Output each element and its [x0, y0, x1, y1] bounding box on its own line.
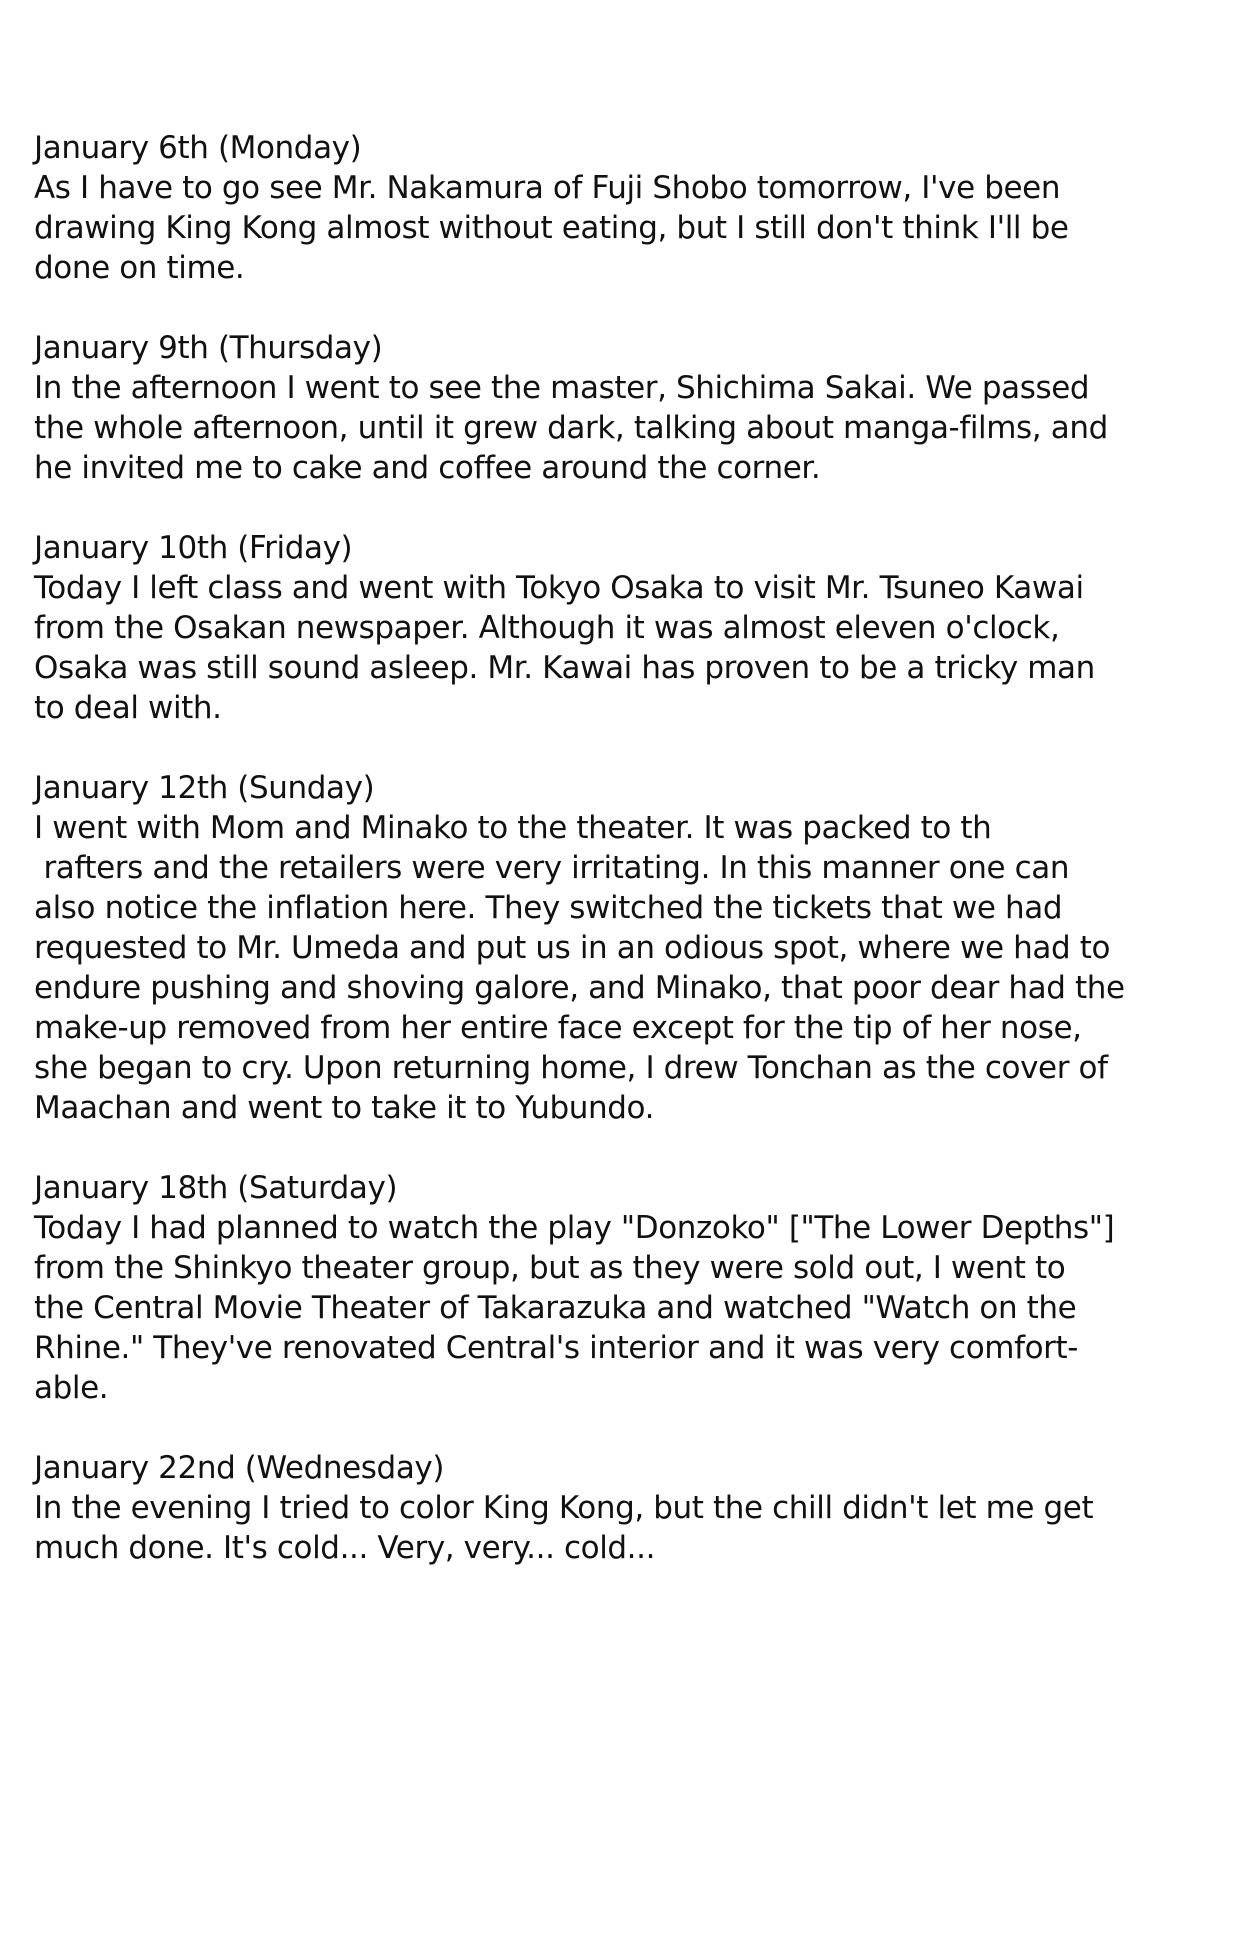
entry-text-line: to deal with.	[34, 690, 222, 726]
entry-text-line: Rhine." They've renovated Central's interior and it was very comfort-	[34, 1330, 1079, 1366]
entry-text-line: drawing King Kong almost without eating, but I still don't think I'll be	[34, 210, 1069, 246]
entry-date-heading: January 9th (Thursday)	[34, 330, 383, 366]
entry-text-line: much done. It's cold... Very, very... cold...	[34, 1530, 656, 1566]
entry-text-line: I went with Mom and Minako to the theater. It was packed to th	[34, 810, 992, 846]
entry-text-line: Osaka was still sound asleep. Mr. Kawai has proven to be a tricky man	[34, 650, 1095, 686]
entry-text-line: requested to Mr. Umeda and put us in an odious spot, where we had to	[34, 930, 1111, 966]
entry-text-line: In the afternoon I went to see the master, Shichima Sakai. We passed	[34, 370, 1090, 406]
entry-text-line: able.	[34, 1370, 109, 1406]
entry-text-line: the Central Movie Theater of Takarazuka and watched "Watch on the	[34, 1290, 1077, 1326]
entry-text-line: he invited me to cake and coffee around the corner.	[34, 450, 821, 486]
entry-text-line: rafters and the retailers were very irritating. In this manner one can	[34, 850, 1070, 886]
entry-date-heading: January 18th (Saturday)	[34, 1170, 398, 1206]
entry-text-line: Today I left class and went with Tokyo Osaka to visit Mr. Tsuneo Kawai	[34, 570, 1084, 606]
diary-entry	[34, 128, 1214, 288]
entry-text-line: from the Shinkyo theater group, but as they were sold out, I went to	[34, 1250, 1066, 1286]
diary-entry	[34, 528, 1214, 728]
entry-date-heading: January 10th (Friday)	[34, 530, 353, 566]
diary-page	[34, 128, 1214, 1608]
entry-date-heading: January 12th (Sunday)	[34, 770, 375, 806]
diary-entry	[34, 328, 1214, 488]
diary-entry	[34, 1448, 1214, 1568]
entry-date-heading: January 6th (Monday)	[34, 130, 362, 166]
entry-text-line: the whole afternoon, until it grew dark, talking about manga-films, and	[34, 410, 1108, 446]
diary-entry	[34, 768, 1214, 1128]
entry-text-line: make-up removed from her entire face except for the tip of her nose,	[34, 1010, 1082, 1046]
entry-text-line: she began to cry. Upon returning home, I drew Tonchan as the cover of	[34, 1050, 1108, 1086]
entry-date-heading: January 22nd (Wednesday)	[34, 1450, 445, 1486]
entry-text-line: done on time.	[34, 250, 245, 286]
entry-text-line: also notice the inflation here. They switched the tickets that we had	[34, 890, 1063, 926]
entry-text-line: Today I had planned to watch the play "Donzoko" ["The Lower Depths"]	[34, 1210, 1115, 1246]
entry-text-line: In the evening I tried to color King Kong, but the chill didn't let me get	[34, 1490, 1094, 1526]
entry-text-line: from the Osakan newspaper. Although it was almost eleven o'clock,	[34, 610, 1060, 646]
entry-text-line: endure pushing and shoving galore, and Minako, that poor dear had the	[34, 970, 1125, 1006]
diary-entry	[34, 1168, 1214, 1408]
entry-text-line: Maachan and went to take it to Yubundo.	[34, 1090, 655, 1126]
entry-text-line: As I have to go see Mr. Nakamura of Fuji Shobo tomorrow, I've been	[34, 170, 1061, 206]
